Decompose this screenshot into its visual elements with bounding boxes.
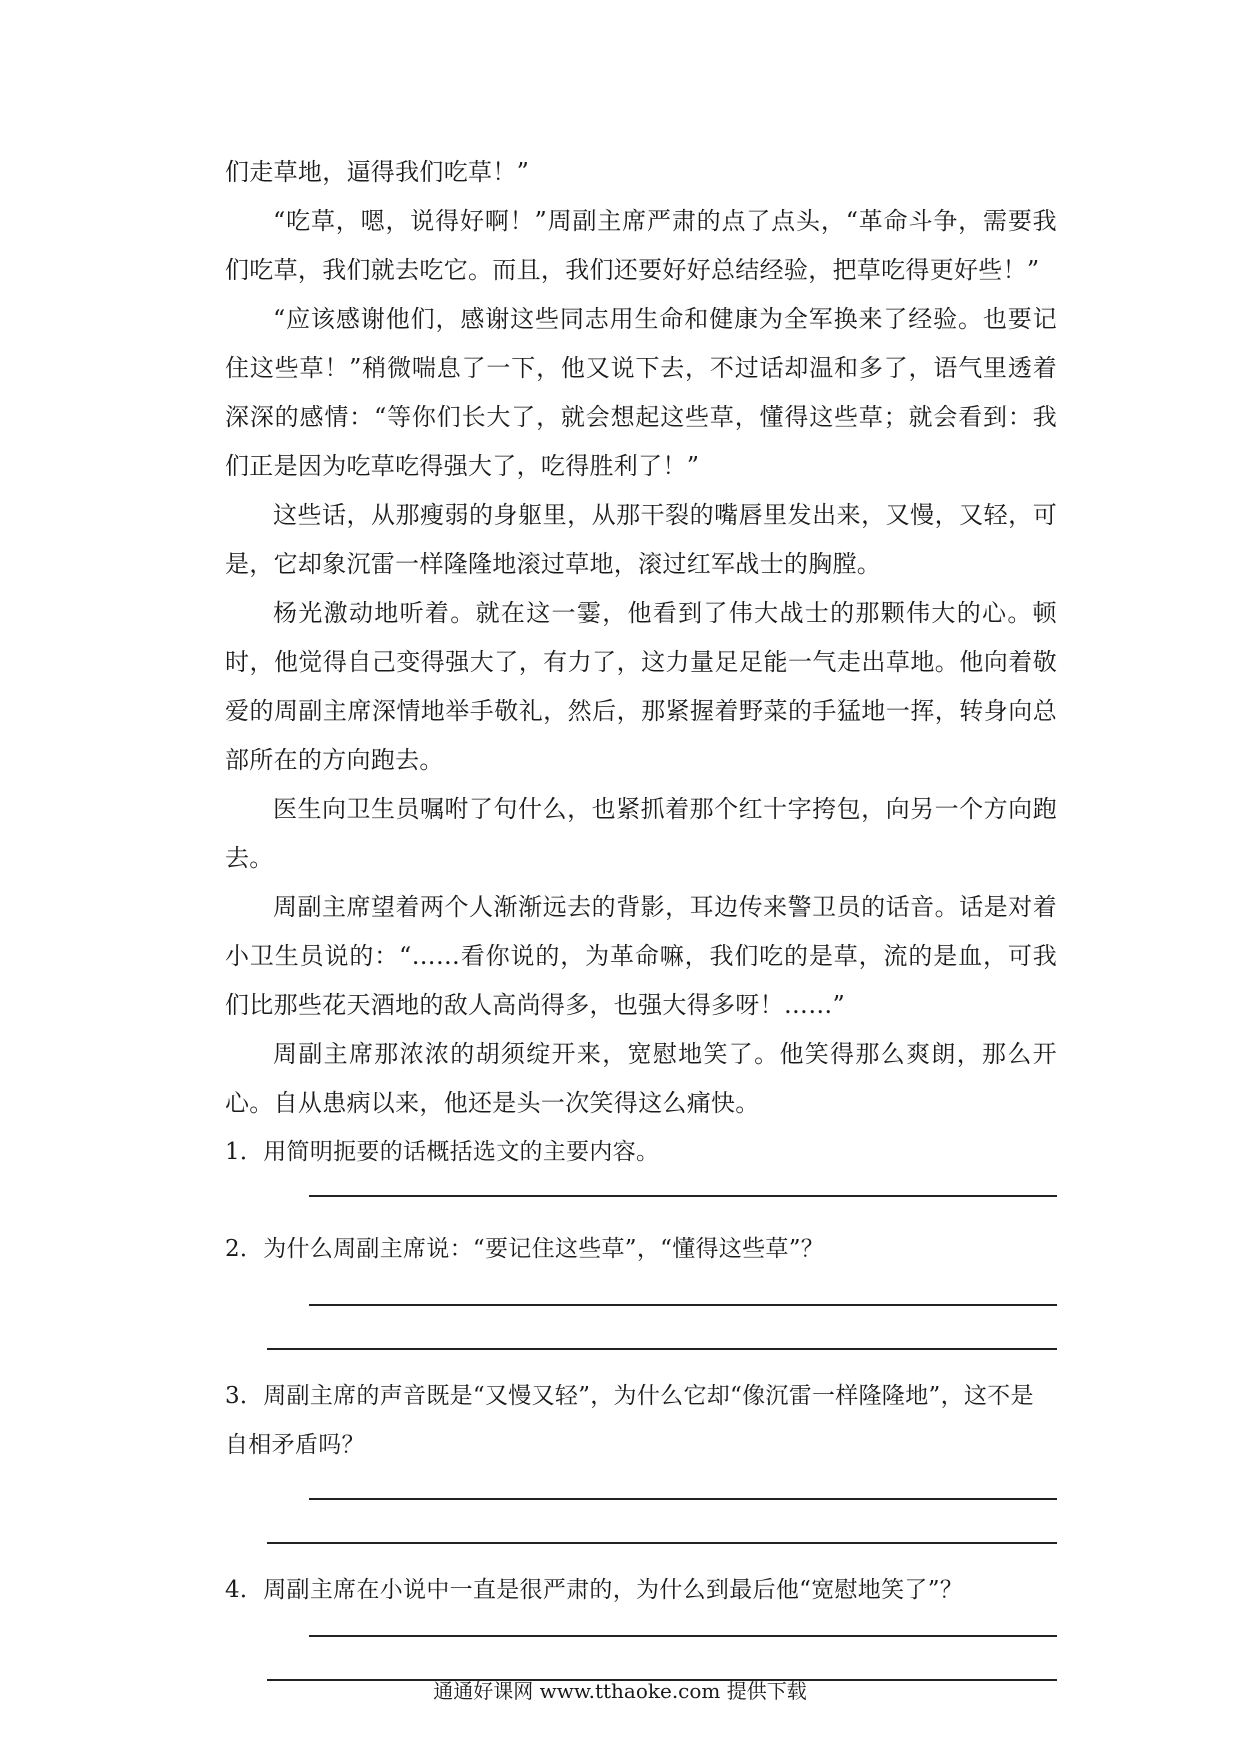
answer-line[interactable] [267,1542,1057,1544]
answer-line[interactable] [309,1304,1057,1306]
paragraph: 周副主席望着两个人渐渐远去的背影，耳边传来警卫员的话音。话是对着小卫生员说的：“……看你说的，为革命嘛，我们吃的是草，流的是血，可我们比那些花天酒地的敌人高尚得多，也强大得多呀！……” [225,893,1057,1019]
paragraph: “吃草，嗯，说得好啊！”周副主席严肃的点了点头，“革命斗争，需要我们吃草，我们就去吃它。而且，我们还要好好总结经验，把草吃得更好些！” [225,207,1057,284]
answer-line[interactable] [267,1348,1057,1350]
paragraph: 周副主席那浓浓的胡须绽开来，宽慰地笑了。他笑得那么爽朗，那么开心。自从患病以来，他还是头一次笑得这么痛快。 [225,1040,1057,1117]
question-4: 4．周副主席在小说中一直是很严肃的，为什么到最后他“宽慰地笑了”？ [225,1577,964,1603]
answer-line[interactable] [309,1635,1057,1637]
paragraph: 医生向卫生员嘱咐了句什么，也紧抓着那个红十字挎包，向另一个方向跑去。 [225,795,1057,872]
paragraph: “应该感谢他们，感谢这些同志用生命和健康为全军换来了经验。也要记住这些草！”稍微喘息了一下，他又说下去，不过话却温和多了，语气里透着深深的感情：“等你们长大了，就会想起这些草，懂得这些草；就会看到：我们正是因为吃草吃得强大了，吃得胜利了！” [225,305,1057,480]
passage [225,148,1057,1681]
paragraph: 这些话，从那瘦弱的身躯里，从那干裂的嘴唇里发出来，又慢，又轻，可是，它却象沉雷一样隆隆地滚过草地，滚过红军战士的胸膛。 [225,501,1057,578]
question-1: 1．用简明扼要的话概括选文的主要内容。 [225,1139,660,1165]
question-block-4 [225,1566,1057,1681]
question-block-3 [225,1372,1057,1544]
question-block-2 [225,1225,1057,1350]
paragraph: 杨光激动地听着。就在这一霎，他看到了伟大战士的那颗伟大的心。顿时，他觉得自己变得强大了，有力了，这力量足足能一气走出草地。他向着敬爱的周副主席深情地举手敬礼，然后，那紧握着野菜的手猛地一挥，转身向总部所在的方向跑去。 [225,599,1057,774]
question-3: 3．周副主席的声音既是“又慢又轻”，为什么它却“像沉雷一样隆隆地”，这不是自相矛盾吗？ [225,1383,1034,1458]
footer-source: 通通好课网 www.tthaoke.com 提供下载 [433,1679,807,1703]
question-block-1 [225,1128,1057,1197]
paragraph-continuation: 们走草地，逼得我们吃草！” [225,158,530,186]
question-2: 2．为什么周副主席说：“要记住这些草”，“懂得这些草”？ [225,1236,825,1262]
answer-line[interactable] [309,1498,1057,1500]
answer-line[interactable] [309,1195,1057,1197]
